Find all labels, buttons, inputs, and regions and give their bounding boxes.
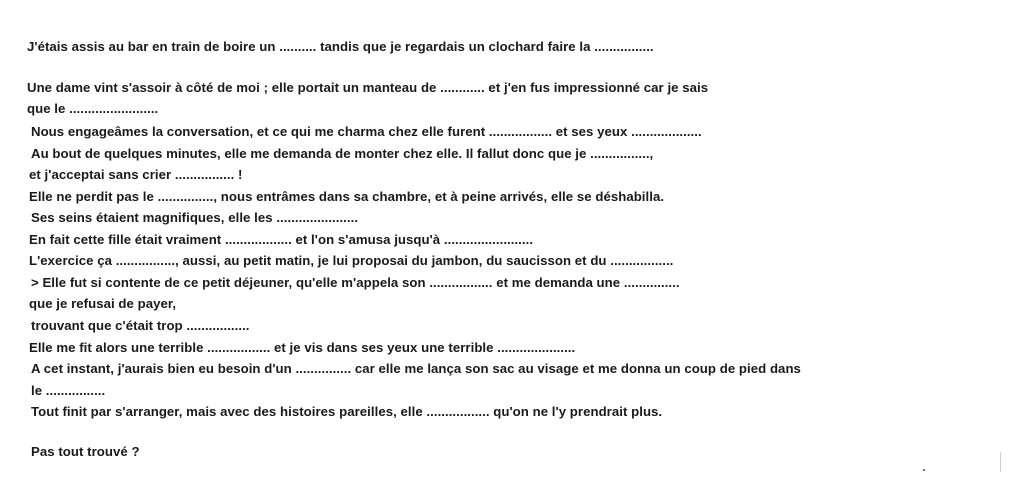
- text-line-6: et j'acceptai sans crier ................ !: [29, 167, 243, 182]
- text-line-14: Elle me fit alors une terrible ................. et je vis dans ses yeux une terrible .....................: [29, 340, 576, 355]
- text-line-16: le ................: [31, 383, 106, 398]
- text-line-10: L'exercice ça ................, aussi, au petit matin, je lui proposai du jambon, du saucisson et du .................: [29, 253, 674, 268]
- text-line-11: > Elle fut si contente de ce petit déjeuner, qu'elle m'appela son ................. et me demanda une ...............: [31, 275, 680, 290]
- text-line-5: Au bout de quelques minutes, elle me demanda de monter chez elle. Il fallut donc que je ................,: [31, 146, 654, 161]
- text-line-7: Elle ne perdit pas le ..............., nous entrâmes dans sa chambre, et à peine arrivés, elle se déshabilla.: [29, 189, 665, 204]
- text-line-9: En fait cette fille était vraiment .................. et l'on s'amusa jusqu'à ........................: [29, 232, 534, 247]
- text-line-2: Une dame vint s'assoir à côté de moi ; elle portait un manteau de ............ et j'en fus impressionné car je sais: [27, 80, 709, 95]
- scan-speck: [923, 469, 925, 471]
- closing-question: Pas tout trouvé ?: [31, 444, 140, 459]
- text-line-12: que je refusai de payer,: [29, 296, 177, 311]
- text-line-15: A cet instant, j'aurais bien eu besoin d'un ............... car elle me lança son sac au visage et me donna un coup de pied dans: [31, 361, 801, 376]
- text-line-8: Ses seins étaient magnifiques, elle les ......................: [31, 210, 359, 225]
- text-line-13: trouvant que c'était trop .................: [31, 318, 250, 333]
- text-line-1: J'étais assis au bar en train de boire un .......... tandis que je regardais un clochard faire la ................: [27, 39, 654, 54]
- text-line-4: Nous engageâmes la conversation, et ce qui me charma chez elle furent ................. et ses yeux ...................: [31, 124, 702, 139]
- text-line-17: Tout finit par s'arranger, mais avec des histoires pareilles, elle ................. qu'on ne l'y prendrait plus.: [31, 404, 663, 419]
- scan-edge-mark: [1000, 452, 1001, 472]
- text-line-3: que le ........................: [27, 101, 159, 116]
